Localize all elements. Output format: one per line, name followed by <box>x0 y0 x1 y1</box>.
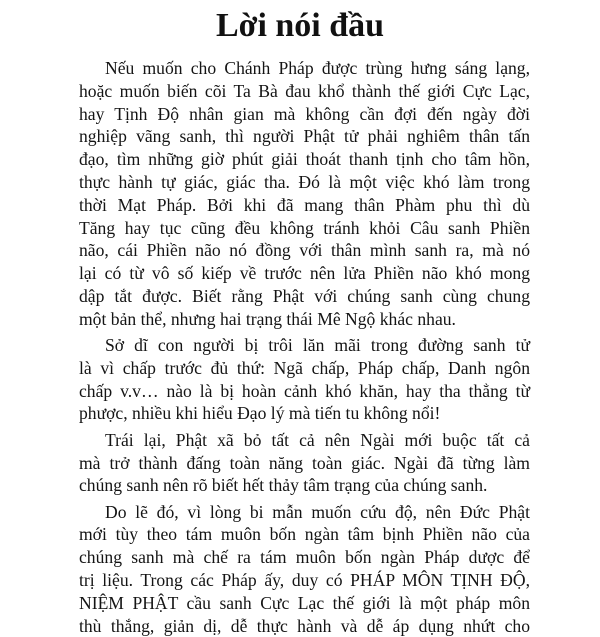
text-line: Do lẽ đó, vì lòng bi mẫn muốn cứu độ, nên Đức Phật <box>105 501 530 522</box>
paragraph-3 <box>79 429 530 497</box>
text-line: Tăng hay tục cũng đều không tránh khỏi Câu sanh Phiền <box>79 217 530 238</box>
text-line: thù thắng, giản dị, dễ thực hành và dễ áp dụng nhứt cho <box>79 615 530 636</box>
text-line: NIỆM PHẬT cầu sanh Cực Lạc thế giới là một pháp môn <box>79 592 530 613</box>
paragraph-2 <box>79 334 530 425</box>
text-line: hoặc muốn biến cõi Ta Bà đau khổ thành thế giới Cực Lạc, <box>79 80 530 101</box>
text-line: phược, nhiều khi hiểu Đạo lý mà tiến tu không nổi! <box>79 403 441 424</box>
text-line: một bản thể, nhưng hai trạng thái Mê Ngộ khác nhau. <box>79 308 456 329</box>
text-line: nghiệp vãng sanh, thì người Phật tử phải nghiêm thân tấn <box>79 126 530 147</box>
text-line: chúng sanh mà chế ra tám muôn bốn ngàn Pháp dược để <box>79 547 530 568</box>
text-line: hay Tịnh Độ nhân gian mà không cần đợi đến ngày đời <box>79 103 530 124</box>
text-line: chấp v.v… nào là bị hoàn cảnh khó khăn, hay tha thẳng từ <box>79 380 530 401</box>
text-line: đạo, tìm những giờ phút giải thoát thanh tịnh cho tâm hồn, <box>79 149 530 170</box>
text-line: não, cái Phiền não nó đồng với thân mình sanh ra, mà nó <box>79 240 530 261</box>
text-line: mà trở thành đấng toàn năng toàn giác. Ngài đã từng làm <box>79 452 530 473</box>
page-title: Lời nói đầu <box>215 7 385 44</box>
text-line: trị liệu. Trong các Pháp ấy, duy có PHÁP MÔN TỊNH ĐỘ, <box>79 570 530 591</box>
text-line: Sở dĩ con người bị trôi lăn mãi trong đường sanh tử <box>105 335 530 356</box>
text-line: thực hành tự giác, giác tha. Đó là một việc khó làm trong <box>79 171 530 192</box>
body-text <box>79 57 530 637</box>
text-line: Trái lại, Phật xã bỏ tất cả nên Ngài mới buộc tất cả <box>105 429 530 450</box>
text-line: là vì chấp trước đủ thứ: Ngã chấp, Pháp chấp, Danh ngôn <box>79 357 530 378</box>
text-line: dập tắt được. Biết rằng Phật với chúng sanh cùng chung <box>79 285 530 306</box>
text-line: chúng sanh nên rõ biết hết thảy tâm trạng của chúng sanh. <box>79 475 488 496</box>
text-line: mới tùy theo tám muôn bốn ngàn tâm bịnh Phiền não của <box>79 524 530 545</box>
paragraph-1 <box>79 57 530 331</box>
text-line: lại có từ vô số kiếp về trước nên lửa Phiền não khó mong <box>79 263 530 284</box>
text-line: Nếu muốn cho Chánh Pháp được trùng hưng sáng lạng, <box>105 58 530 78</box>
paragraph-4 <box>79 501 530 637</box>
text-line: thời Mạt Pháp. Bởi khi đã mang thân Phàm phu thì dù <box>79 194 530 215</box>
